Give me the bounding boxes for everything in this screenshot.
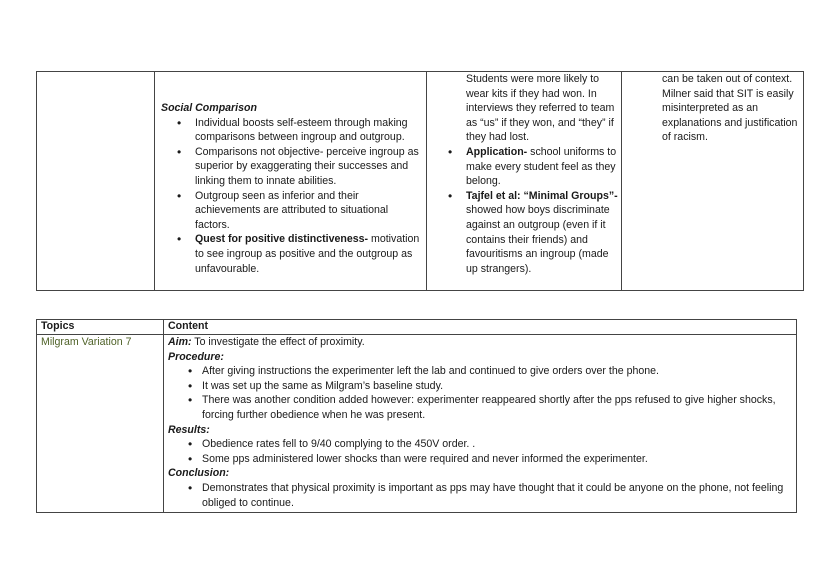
content-cell-social-comparison [155, 72, 427, 290]
list-item: • After giving instructions the experimenter left the lab and continued to give orders over the phone. [168, 364, 792, 379]
social-comparison-list [161, 116, 420, 277]
conclusion-list [168, 481, 792, 510]
list-item [161, 189, 420, 233]
bullet-bold-term: Tajfel et al: “Minimal Groups”- [466, 189, 618, 202]
bullet-text: motivation to see ingroup as positive and the outgroup as unfavourable. [195, 233, 420, 275]
sit-table-continued [36, 71, 804, 291]
procedure-label: Procedure: [168, 350, 224, 363]
list-item: • Demonstrates that physical proximity is important as pps may have thought that it could be anyone on the phone, not feeling obliged to continue. [168, 481, 792, 510]
bullet-text: showed how boys discriminate against an outgroup (even if it contains their friends) and favouritisms an ingroup (made up strangers). [466, 204, 610, 275]
results-list [168, 437, 792, 466]
content-milgram-variation-7 [168, 335, 792, 510]
bullet-text: Individual boosts self-esteem through making comparisons between ingroup and outgroup. [195, 116, 408, 144]
list-item [161, 116, 420, 145]
bullet-text: Comparisons not objective- perceive ingroup as superior by exaggerating their successes and linking them to innate abilities. [195, 145, 419, 187]
aim-label: Aim: [168, 336, 192, 348]
social-comparison-heading: Social Comparison [161, 102, 257, 114]
evaluation-cell [622, 72, 803, 290]
conclusion-label: Conclusion: [168, 467, 230, 480]
list-item: • It was set up the same as Milgram’s baseline study. [168, 379, 792, 394]
aim-line [168, 335, 792, 350]
evidence-cell [427, 72, 622, 290]
list-item: • Some pps administered lower shocks than were required and never informed the experimenter. [168, 452, 792, 467]
evidence-list [432, 145, 619, 276]
bullet-bold-term: Quest for positive distinctiveness- [195, 233, 369, 246]
topic-cell-empty [37, 72, 155, 290]
evidence-continuation-text: Students were more likely to wear kits if they had won. In interviews they referred to team as “us” if they won, and “they” if they had lost. [466, 73, 615, 144]
evaluation-continuation-text: can be taken out of context. Milner said that SIT is easily misinterpreted as an explanations and justification of racism. [662, 73, 798, 144]
list-item: • There was another condition added however: experimenter reappeared shortly after the pps refused to give higher shocks, forcing further obedience when he was present. [168, 393, 792, 422]
list-item [161, 232, 420, 276]
aim-text: To investigate the effect of proximity. [191, 336, 365, 348]
topic-milgram-variation-7: Milgram Variation 7 [41, 336, 132, 348]
column-divider [163, 320, 164, 512]
header-topics: Topics [41, 320, 75, 332]
list-item [432, 145, 619, 189]
list-item [161, 145, 420, 189]
bullet-text: school uniforms to make every student feel as they belong. [466, 145, 617, 188]
milgram-table [36, 319, 797, 513]
procedure-list [168, 364, 792, 422]
results-label: Results: [168, 423, 210, 436]
list-item: • Obedience rates fell to 9/40 complying to the 450V order. . [168, 437, 792, 452]
header-content: Content [168, 320, 209, 332]
bullet-bold-term: Application- [466, 145, 528, 158]
table-header-row [37, 320, 796, 335]
list-item [432, 189, 619, 277]
bullet-text: Outgroup seen as inferior and their achievements are attributed to situational factors. [195, 189, 389, 231]
